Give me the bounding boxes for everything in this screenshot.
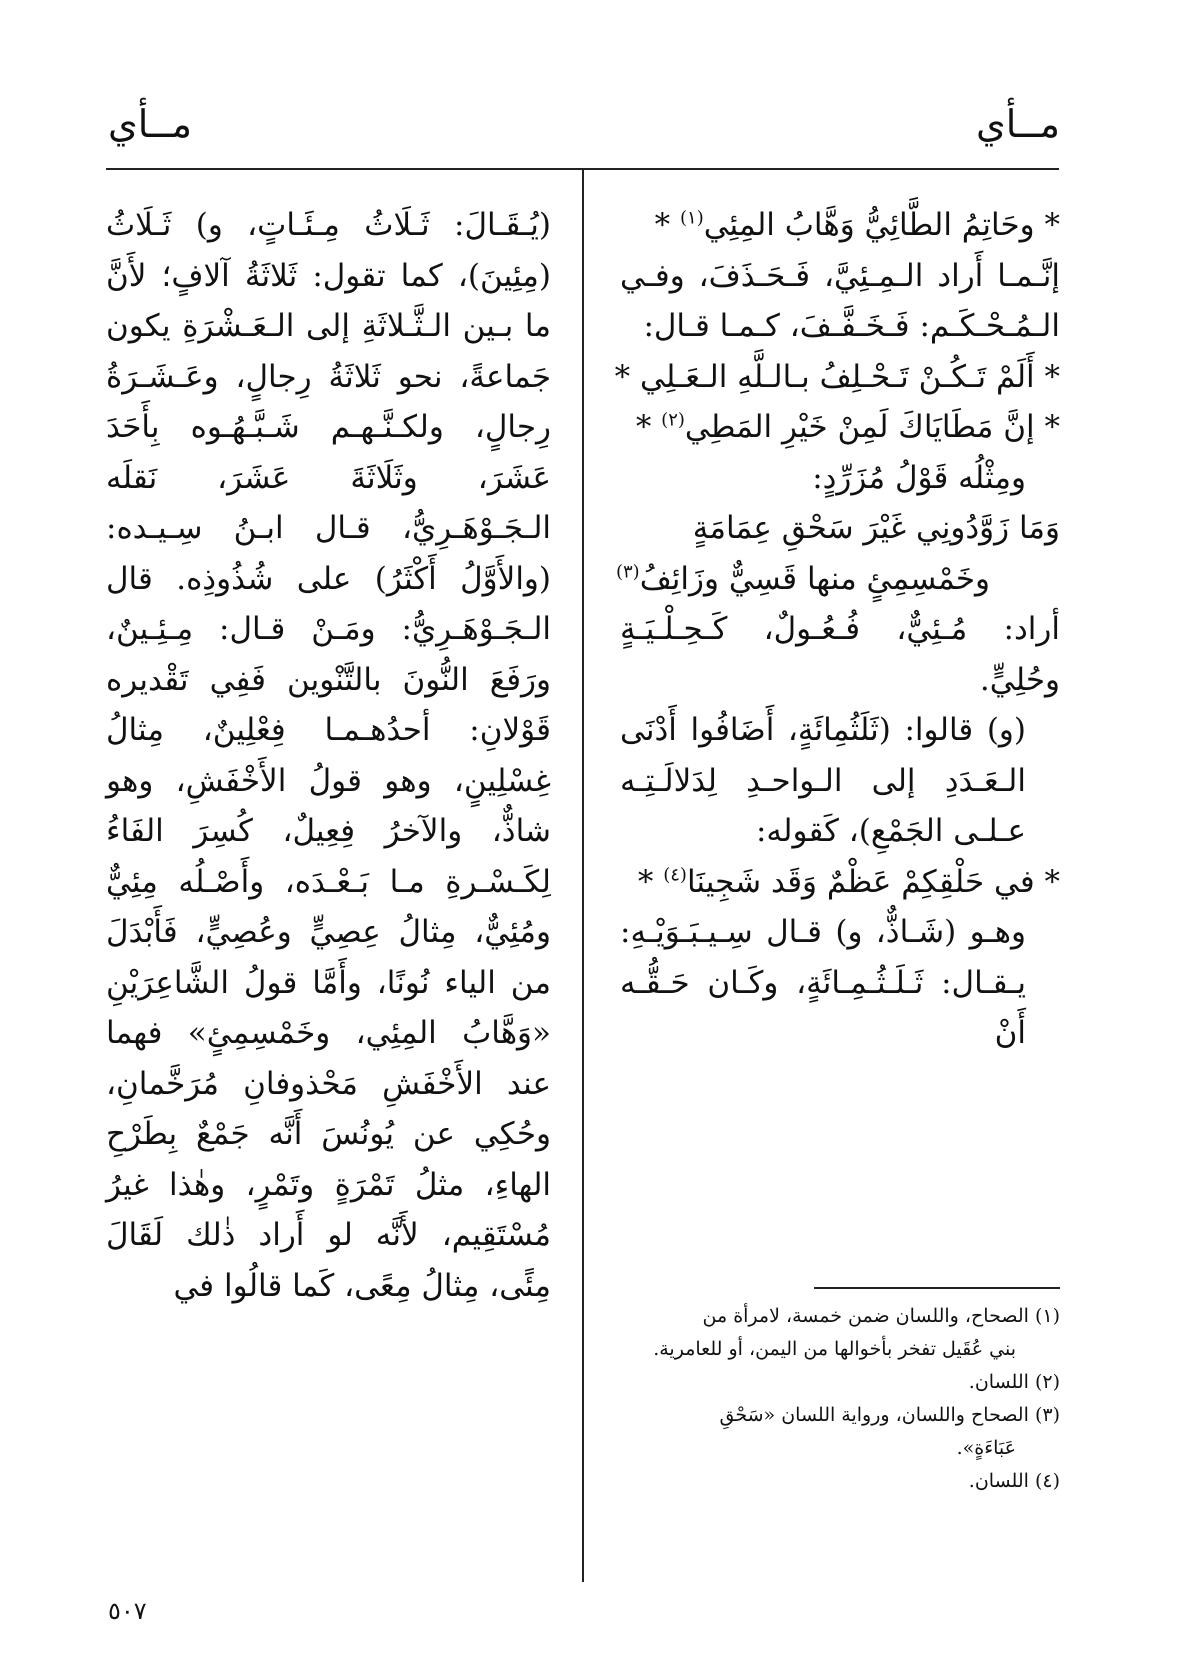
paragraph: (يُـقَـالَ: ثَـلَاثُ مِـئَـاتٍ، و) ثَـلَاثُ (مِئِينَ)، كما تقول: ثَلاثَةُ آلافٍ؛ لأَنَّ ما بـين الـثَّـلاثَةِ إلى الـعَـشْرَةِ يكون جَماعةً، نحو ثَلاثَةُ رِجالٍ، وعَـشَـرَةُ رِجالٍ، ولكـنَّـهـم شَـبَّـهُـوه بِأَحَدَ عَشَرَ، وثَلَاثَةَ عَشَرَ، نَقلَه الـجَـوْهَـرِيُّ، قـال ابـنُ سِـيـده: (والأَوَّلُ أَكْثَرُ) على شُذُوذِه. قال الـجَـوْهَـرِيُّ: ومَـنْ قـال: مِـئِـينٌ، ورَفَعَ النُّونَ بالتَّنْوين فَفِي تَقْديره قَوْلانِ: أحدُهـمـا فِعْلِينٌ، مِثالُ غِسْلِينٍ، وهو قولُ الأَخْفَشِ، وهو شاذٌّ، والآخرُ فِعِيلٌ، كُسِرَ الفَاءُ لِكَـسْـرةِ مـا بَـعْـدَه، وأَصْـلُه مِئِيٌّ ومُئِيٌّ، مِثالُ عِصِيٍّ وعُصِيٍّ، فَأَبْدَلَ من الياء نُونًا، وأَمَّا قولُ الشَّاعِرَيْنِ «وَهَّابُ المِئِي، وخَمْسِمِئٍ» فهما عند الأَخْفَشِ مَحْذوفانِ مُرَخَّمانِ، وحُكِي عن يُونُسَ أَنَّه جَمْعٌ بِطَرْحِ الهاءِ، مثلُ تَمْرَةٍ وتَمْرٍ، وهٰذا غيرُ مُسْتَقِيم، لأَنَّه لو أَراد ذٰلك لَقَالَ مِئًى، مِثالُ مِعًى، كَما قالُوا في bbox=[106, 207, 551, 1304]
column-divider bbox=[582, 168, 584, 1582]
paragraph: (و) قالوا: (ثَلَثُمِائَةٍ، أَضَافُوا أَدْنَى الـعَـدَدِ إلى الـواحـدِ لِدَلالَـتِـه عـلـى الجَمْعِ)، كَقوله: bbox=[620, 712, 1026, 849]
page-number: ٥٠٧ bbox=[108, 1597, 147, 1625]
footnote-continuation: عَبَاءَةٍ». bbox=[956, 1437, 1016, 1459]
footnote-ref: (٤) bbox=[663, 864, 687, 886]
verse-line: وَمَا زَوَّدُونِي غَيْرَ سَحْقِ عِمَامَةٍ bbox=[692, 510, 1060, 546]
verse-line: * في حَلْقِكِمْ عَظْمٌ وَقَد شَجِينَا$^{(٤)}$ * bbox=[637, 863, 1060, 900]
footnote: (٢) اللسان. bbox=[968, 1371, 1060, 1393]
left-column bbox=[106, 200, 551, 1311]
footnote: (٣) الصحاح واللسان، ورواية اللسان «سَحْقِ bbox=[719, 1404, 1060, 1426]
footnote: (١) الصحاح، واللسان ضمن خمسة، لامرأة من bbox=[702, 1305, 1060, 1327]
verse-line: * وحَاتِمُ الطَّائِيُّ وَهَّابُ المِئِي$^{(١)}$ * bbox=[654, 207, 1060, 243]
footnote-ref: (٢) bbox=[661, 409, 685, 431]
paragraph: أراد: مُـئِيٌّ، فُـعُـولٌ، كَـحِـلْـيَـةٍ وحُلِيٍّ. bbox=[620, 611, 1060, 698]
header-entry-right: مــأي bbox=[976, 102, 1060, 146]
paragraph: إنَّـمـا أَراد الـمِـئِيَّ، فَـحَـذَفَ، وفـي الـمُـحْـكَـم: فَـخَـفَّـفَ، كـمـا قـال: bbox=[620, 257, 1060, 344]
footnote-ref: (٣) bbox=[615, 561, 640, 583]
footnote-ref: (١) bbox=[679, 207, 704, 229]
paragraph: ومِثْلُه قَوْلُ مُزَرِّدٍ: bbox=[812, 459, 1026, 496]
footnote-rule bbox=[814, 1287, 1060, 1289]
verse-line: * أَلَمْ تَـكُـنْ تَـحْـلِفُ بـالـلَّهِ الـعَـلِي * bbox=[614, 358, 1060, 395]
footnote: (٤) اللسان. bbox=[968, 1470, 1060, 1492]
verse-line: وخَمْسِمِئٍ منها قَسِيٌّ وزَائِفُ$^{(٣)}$ bbox=[615, 560, 990, 597]
paragraph: وهـو (شَـاذٌّ، و) قـال سِـيـبَـوَيْـهِ: يـقـال: ثَـلَـثُـمِـائَةٍ، وكَـان حَـقُّـه أَنْ bbox=[620, 914, 1026, 1051]
verse-line: * إنَّ مَطَايَاكَ لَمِنْ خَيْرِ المَطِي$^{(٢)}$ * bbox=[635, 409, 1060, 445]
header-entry-left: مــأي bbox=[108, 102, 192, 146]
footnote-continuation: بني عُقَيل تفخر بأخوالها من اليمن، أو للعامرية. bbox=[653, 1338, 1016, 1360]
footnotes bbox=[620, 1300, 1060, 1498]
right-column bbox=[614, 200, 1060, 1059]
